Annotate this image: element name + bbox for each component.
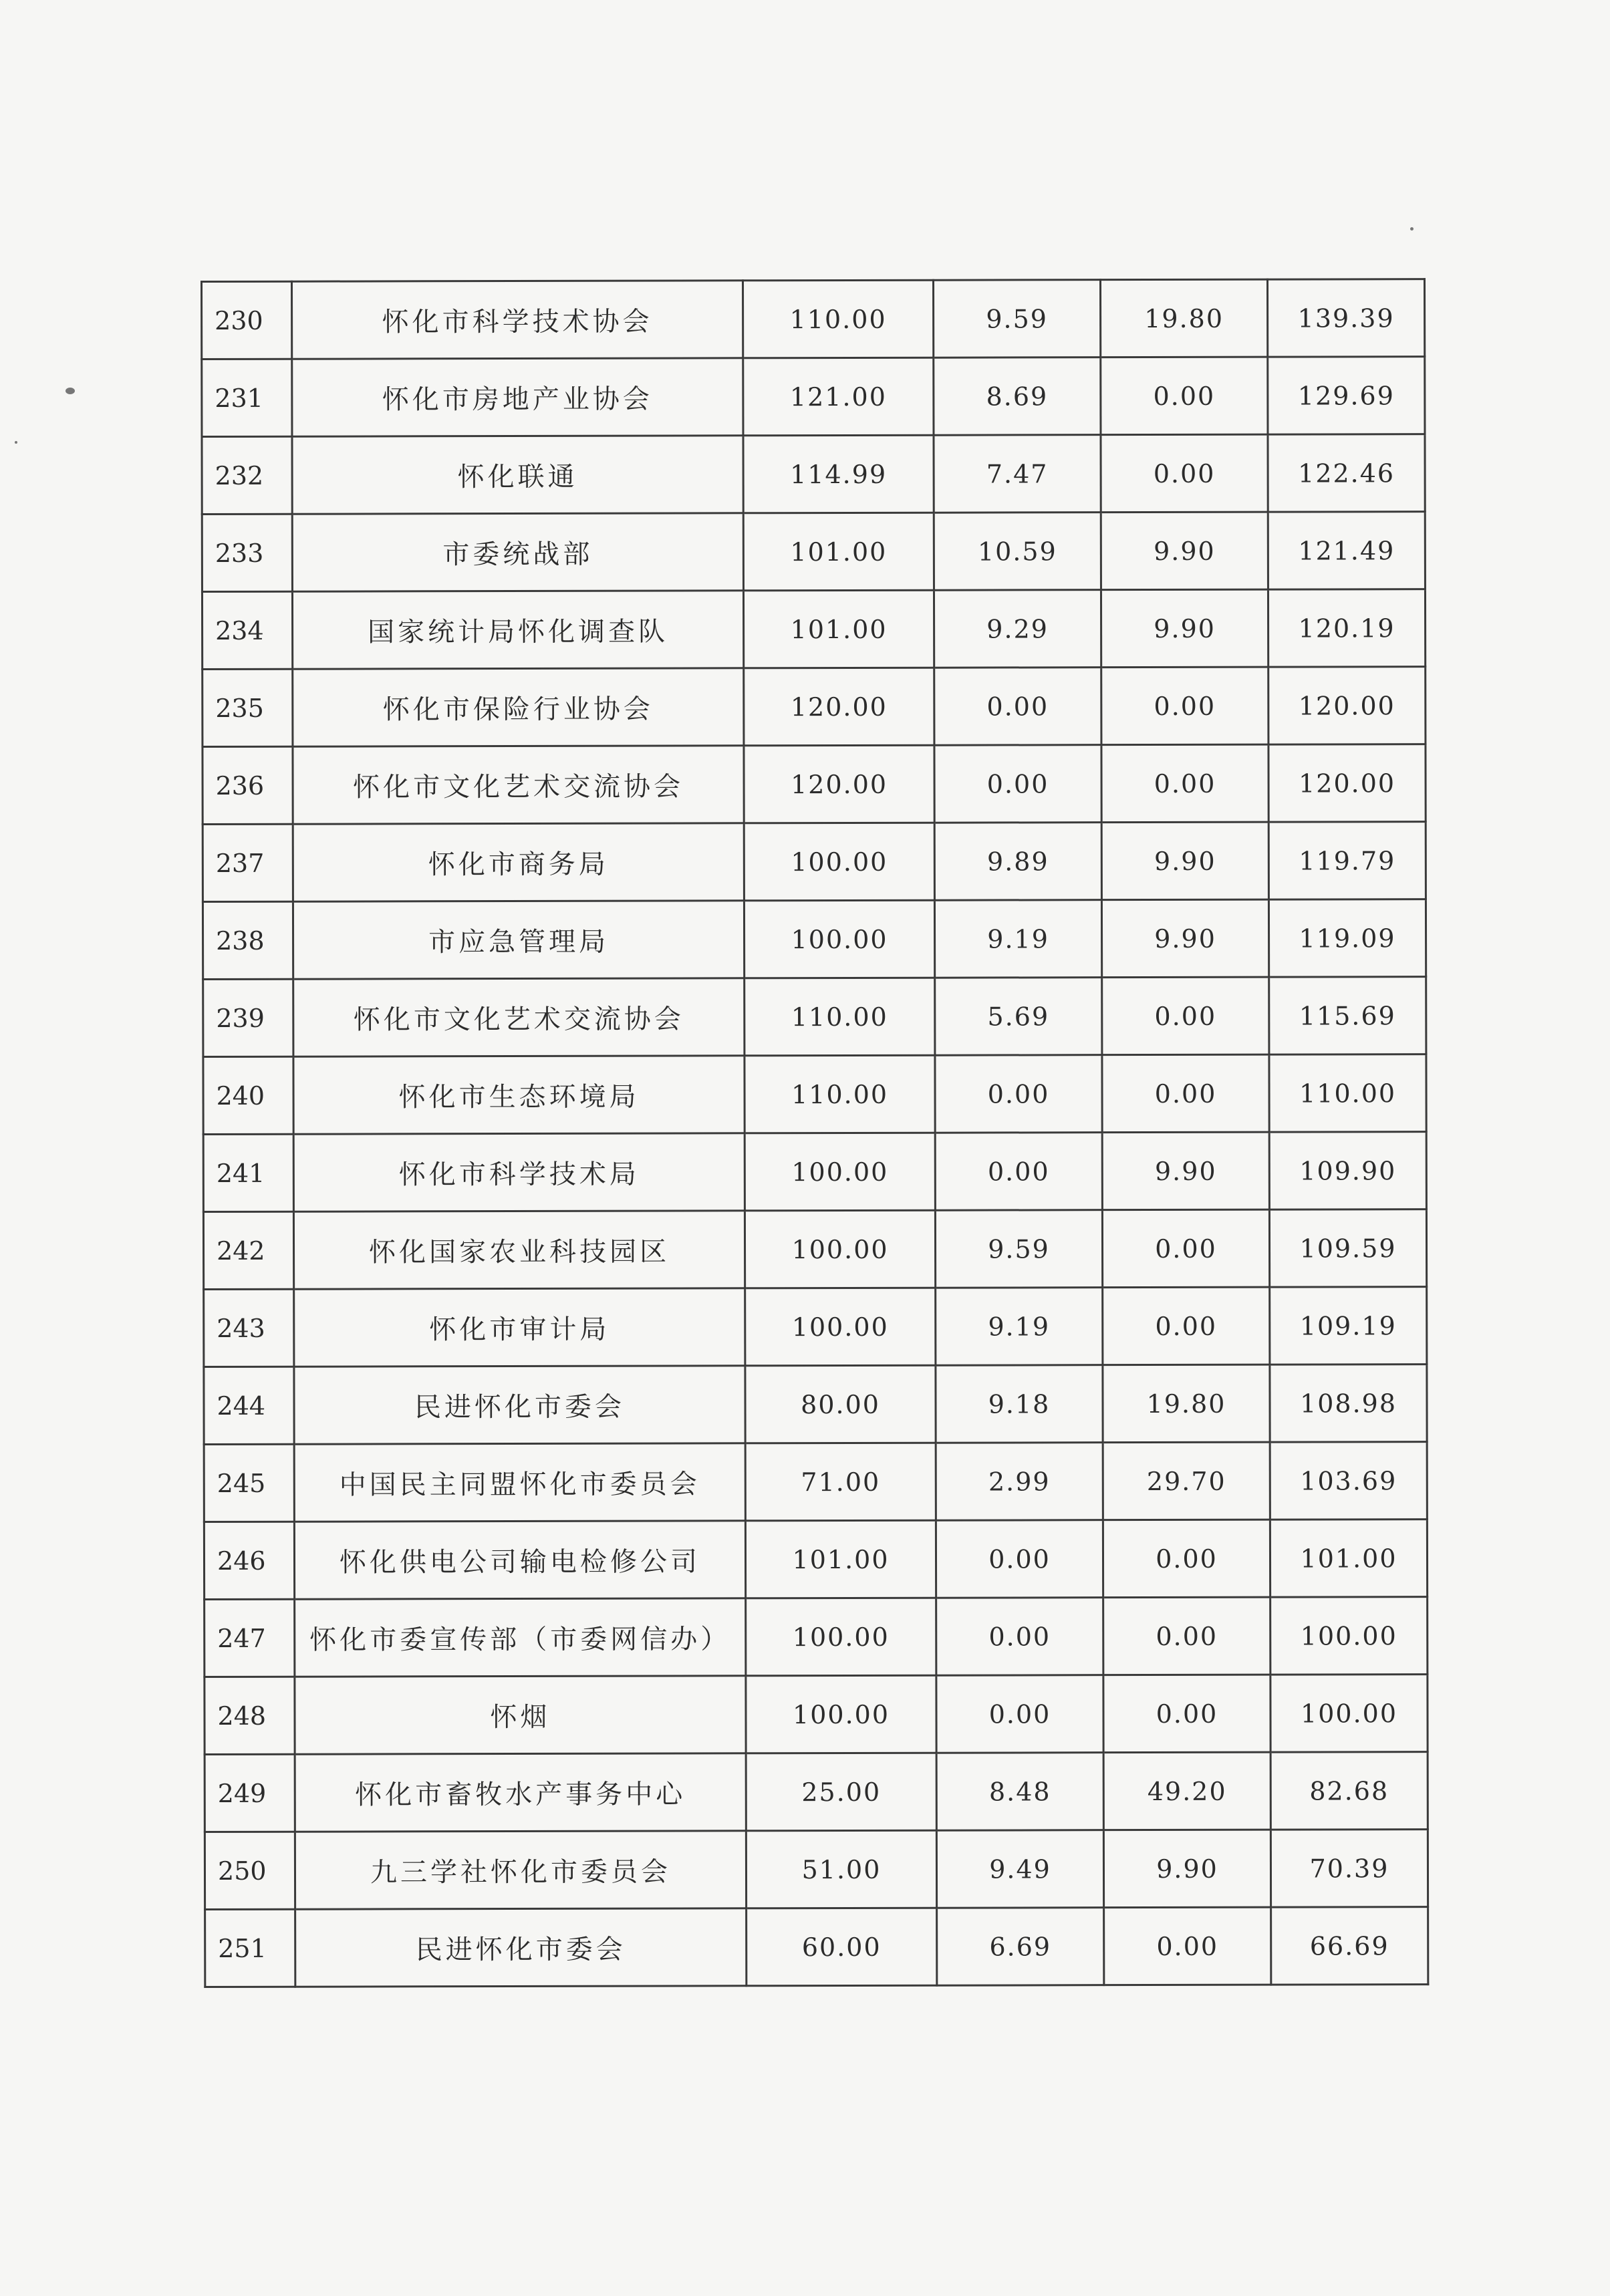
value-col-2: 9.19 (936, 1288, 1103, 1366)
row-index: 242 (203, 1211, 293, 1289)
row-index: 238 (203, 901, 293, 979)
value-col-1: 101.00 (743, 513, 934, 591)
value-col-1: 100.00 (744, 900, 934, 978)
value-col-3: 0.00 (1101, 357, 1268, 435)
value-col-3: 9.90 (1101, 899, 1268, 978)
total-value: 82.68 (1270, 1752, 1428, 1830)
table-row (203, 667, 1426, 747)
unit-name: 怀化供电公司输电检修公司 (294, 1521, 745, 1599)
value-col-3: 19.80 (1103, 1365, 1270, 1443)
value-col-1: 120.00 (744, 745, 934, 823)
total-value: 122.46 (1268, 434, 1425, 512)
value-col-3: 9.90 (1101, 589, 1268, 668)
unit-name: 怀化国家农业科技园区 (293, 1211, 745, 1289)
value-col-1: 100.00 (746, 1598, 936, 1676)
value-col-1: 80.00 (745, 1365, 936, 1443)
value-col-2: 0.00 (934, 745, 1101, 823)
unit-name: 怀化市委宣传部（市委网信办） (295, 1598, 746, 1677)
table-row (204, 1520, 1427, 1600)
value-col-1: 101.00 (745, 1520, 936, 1598)
value-col-2: 0.00 (936, 1675, 1103, 1753)
total-value: 121.49 (1268, 512, 1425, 589)
total-value: 139.39 (1267, 279, 1424, 357)
value-col-3: 9.90 (1102, 1132, 1269, 1210)
table-row (204, 1287, 1427, 1367)
unit-name: 国家统计局怀化调查队 (292, 591, 743, 669)
value-col-3: 0.00 (1103, 1520, 1270, 1598)
value-col-2: 9.49 (936, 1830, 1103, 1908)
total-value: 110.00 (1269, 1054, 1426, 1132)
value-col-3: 9.90 (1101, 822, 1268, 900)
unit-name: 中国民主同盟怀化市委员会 (294, 1443, 745, 1522)
value-col-2: 0.00 (936, 1520, 1103, 1598)
value-col-1: 71.00 (745, 1443, 936, 1521)
row-index: 234 (202, 591, 292, 669)
value-col-3: 0.00 (1102, 1054, 1269, 1133)
unit-name: 市应急管理局 (293, 901, 744, 979)
value-col-2: 5.69 (935, 978, 1102, 1056)
value-col-3: 29.70 (1103, 1442, 1270, 1520)
total-value: 66.69 (1271, 1907, 1428, 1985)
value-col-1: 100.00 (745, 1133, 935, 1211)
value-col-3: 0.00 (1101, 667, 1268, 745)
total-value: 120.19 (1268, 589, 1425, 667)
unit-name: 怀化市房地产业协会 (292, 358, 743, 436)
value-col-1: 101.00 (743, 590, 934, 668)
value-col-2: 9.18 (936, 1365, 1103, 1443)
data-table (200, 278, 1429, 1988)
total-value: 109.59 (1269, 1209, 1426, 1287)
table-row (203, 977, 1426, 1057)
table-row (202, 357, 1425, 437)
value-col-1: 114.99 (743, 435, 934, 513)
value-col-1: 100.00 (746, 1675, 936, 1753)
value-col-2: 0.00 (935, 1055, 1102, 1133)
table-row (203, 1132, 1426, 1212)
value-col-2: 8.48 (936, 1753, 1103, 1831)
total-value: 115.69 (1269, 977, 1426, 1054)
total-value: 120.00 (1268, 744, 1426, 822)
value-col-1: 121.00 (743, 357, 934, 436)
table-row (205, 1907, 1428, 1987)
scan-speck (1410, 227, 1414, 231)
unit-name: 怀化市生态环境局 (293, 1056, 745, 1134)
table-row (202, 434, 1425, 515)
row-index: 249 (205, 1754, 295, 1832)
value-col-2: 9.59 (934, 280, 1101, 358)
total-value: 100.00 (1270, 1675, 1428, 1752)
table-row (205, 1597, 1428, 1677)
unit-name: 怀化市文化艺术交流协会 (293, 746, 744, 824)
total-value: 119.79 (1268, 822, 1426, 899)
row-index: 244 (204, 1367, 294, 1444)
value-col-1: 120.00 (744, 668, 934, 746)
row-index: 245 (204, 1444, 294, 1522)
data-table-container (200, 278, 1427, 1988)
table-row (203, 822, 1426, 902)
row-index: 235 (203, 669, 293, 746)
table-row (202, 512, 1425, 592)
table-row (202, 279, 1425, 360)
row-index: 248 (205, 1677, 295, 1754)
unit-name: 九三学社怀化市委员会 (295, 1831, 746, 1909)
table-row (205, 1752, 1428, 1832)
total-value: 109.90 (1269, 1132, 1426, 1209)
unit-name: 怀化市科学技术局 (293, 1133, 745, 1211)
table-row (203, 899, 1426, 980)
value-col-1: 100.00 (745, 1288, 936, 1366)
row-index: 246 (204, 1522, 294, 1599)
value-col-2: 0.00 (934, 668, 1101, 746)
value-col-2: 9.59 (935, 1210, 1102, 1288)
table-row (204, 1442, 1427, 1522)
unit-name: 怀化市审计局 (294, 1288, 745, 1367)
unit-name: 民进怀化市委会 (294, 1366, 745, 1444)
scan-speck (65, 388, 75, 394)
row-index: 240 (203, 1056, 293, 1134)
total-value: 108.98 (1270, 1365, 1427, 1442)
table-row (203, 1209, 1426, 1290)
scan-speck (15, 441, 17, 444)
value-col-3: 0.00 (1103, 1597, 1270, 1675)
value-col-2: 8.69 (934, 357, 1101, 436)
value-col-1: 110.00 (743, 280, 934, 358)
row-index: 251 (205, 1909, 295, 1987)
value-col-1: 25.00 (746, 1753, 936, 1831)
value-col-2: 0.00 (935, 1133, 1102, 1211)
value-col-3: 19.80 (1101, 279, 1268, 357)
total-value: 101.00 (1270, 1520, 1427, 1597)
value-col-3: 0.00 (1104, 1907, 1271, 1985)
value-col-3: 0.00 (1101, 434, 1268, 513)
row-index: 237 (203, 824, 293, 901)
value-col-3: 0.00 (1101, 744, 1268, 823)
row-index: 243 (204, 1289, 294, 1367)
total-value: 70.39 (1270, 1830, 1428, 1907)
row-index: 239 (203, 979, 293, 1056)
table-row (203, 1054, 1426, 1135)
row-index: 247 (205, 1599, 295, 1677)
table-row (205, 1675, 1428, 1755)
unit-name: 怀化市科学技术协会 (292, 281, 743, 359)
value-col-2: 6.69 (937, 1908, 1104, 1986)
value-col-2: 10.59 (934, 513, 1101, 591)
value-col-1: 110.00 (745, 978, 935, 1056)
table-body (202, 279, 1428, 1987)
total-value: 119.09 (1268, 899, 1426, 977)
row-index: 233 (202, 514, 292, 591)
value-col-1: 51.00 (746, 1830, 936, 1908)
unit-name: 怀化联通 (292, 436, 743, 514)
unit-name: 怀化市畜牧水产事务中心 (295, 1753, 746, 1832)
row-index: 250 (205, 1832, 295, 1909)
value-col-2: 0.00 (936, 1598, 1103, 1676)
row-index: 241 (203, 1134, 293, 1211)
value-col-3: 9.90 (1103, 1830, 1270, 1908)
value-col-2: 9.89 (934, 823, 1101, 901)
total-value: 109.19 (1270, 1287, 1427, 1365)
value-col-3: 0.00 (1102, 977, 1269, 1055)
value-col-3: 9.90 (1101, 512, 1268, 590)
value-col-3: 0.00 (1102, 1209, 1269, 1288)
value-col-1: 100.00 (744, 823, 934, 901)
row-index: 231 (202, 359, 292, 436)
unit-name: 怀化市商务局 (293, 823, 744, 901)
unit-name: 民进怀化市委会 (295, 1908, 747, 1987)
value-col-2: 9.29 (934, 590, 1101, 668)
table-row (203, 744, 1426, 825)
row-index: 232 (202, 436, 292, 514)
total-value: 100.00 (1270, 1597, 1428, 1675)
value-col-1: 110.00 (745, 1055, 935, 1133)
value-col-3: 49.20 (1103, 1752, 1270, 1830)
unit-name: 市委统战部 (292, 513, 743, 591)
value-col-3: 0.00 (1103, 1675, 1270, 1753)
value-col-1: 60.00 (747, 1908, 937, 1986)
value-col-2: 9.19 (934, 900, 1101, 978)
value-col-2: 7.47 (934, 435, 1101, 513)
value-col-1: 100.00 (745, 1210, 935, 1288)
total-value: 129.69 (1268, 357, 1425, 434)
unit-name: 怀化市保险行业协会 (293, 668, 744, 746)
table-row (204, 1365, 1427, 1445)
value-col-2: 2.99 (936, 1443, 1103, 1521)
table-row (202, 589, 1425, 670)
total-value: 120.00 (1268, 667, 1426, 744)
total-value: 103.69 (1270, 1442, 1427, 1520)
row-index: 236 (203, 746, 293, 824)
unit-name: 怀化市文化艺术交流协会 (293, 978, 745, 1056)
row-index: 230 (202, 281, 292, 359)
value-col-3: 0.00 (1103, 1287, 1270, 1365)
table-row (205, 1830, 1428, 1910)
unit-name: 怀烟 (295, 1676, 746, 1754)
